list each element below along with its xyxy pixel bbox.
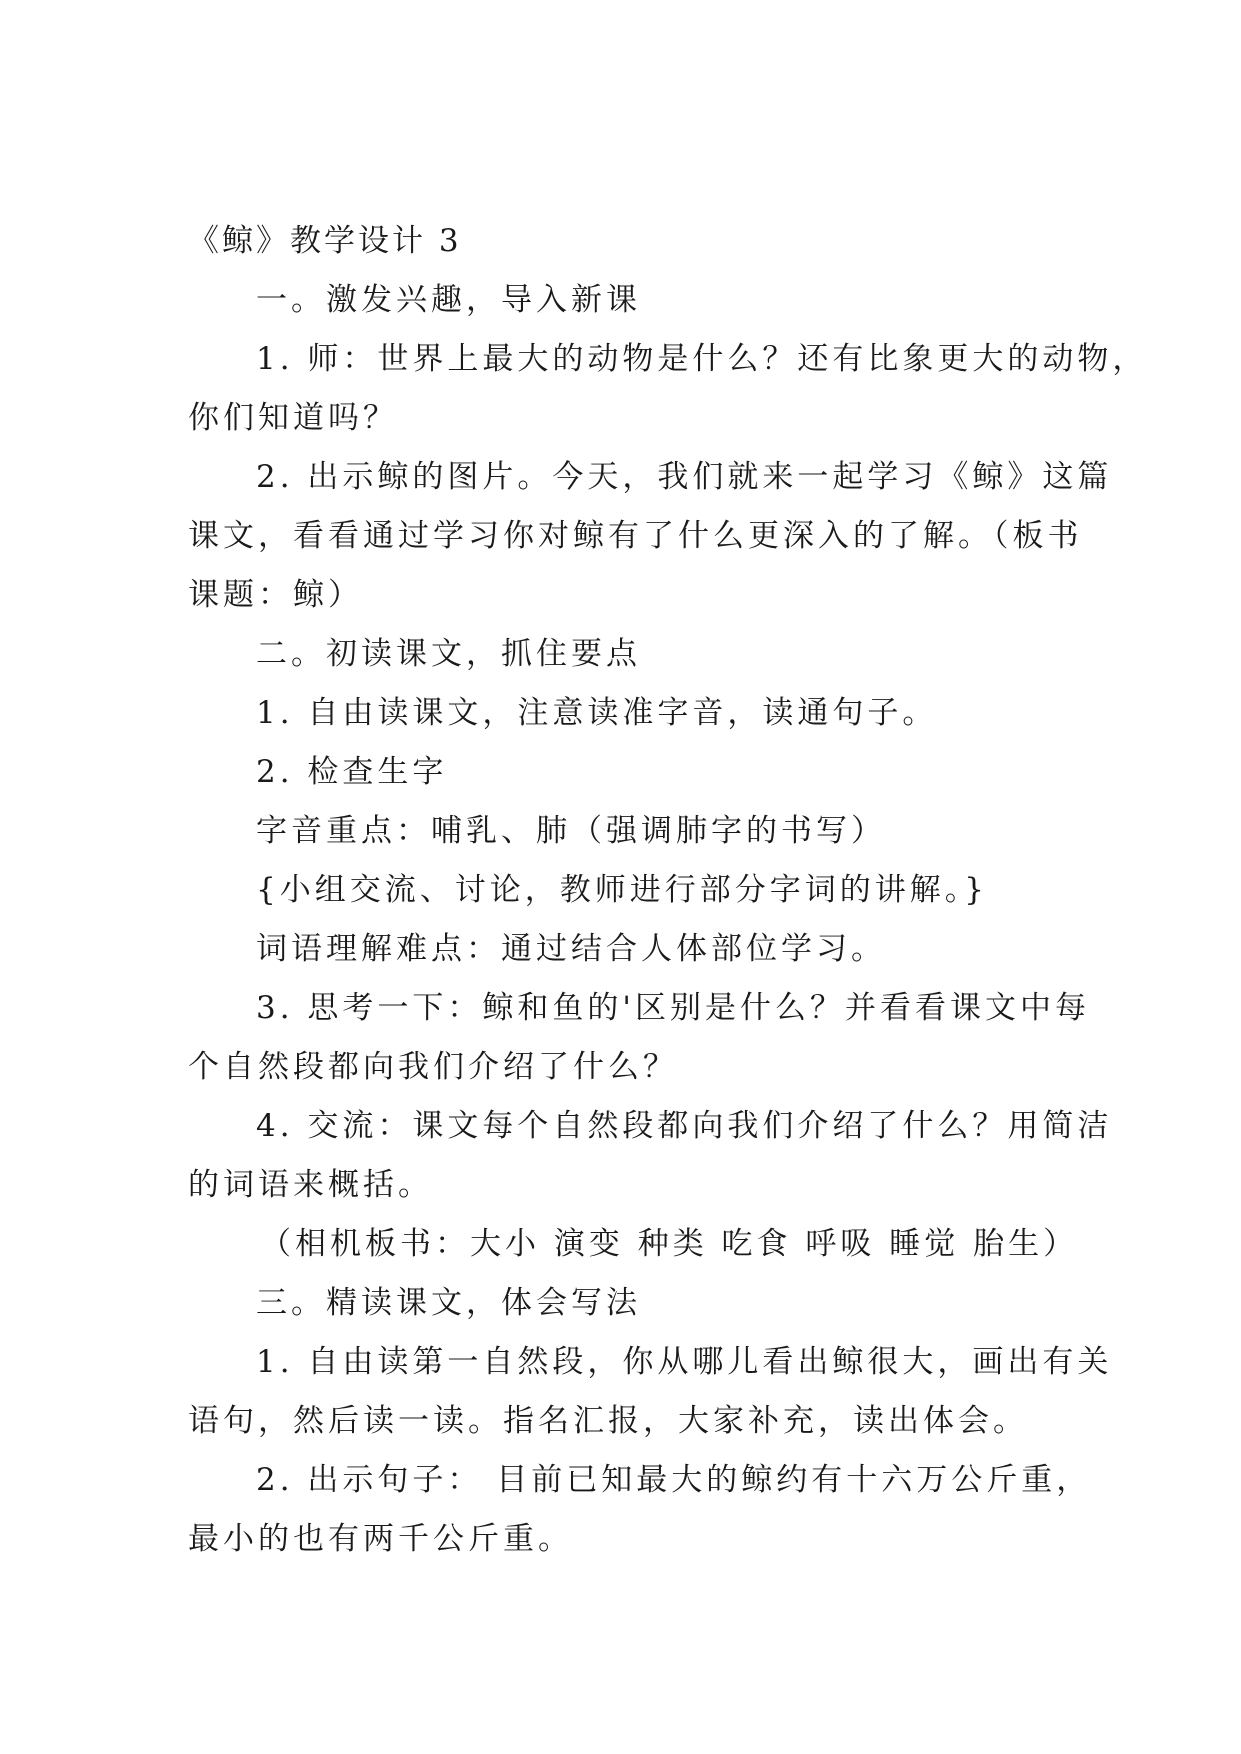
paragraph-line: 1. 自由读第一自然段，你从哪儿看出鲸很大，画出有关 [256, 1344, 1113, 1380]
paragraph-line: {小组交流、讨论，教师进行部分字词的讲解。} [256, 872, 988, 908]
paragraph-line: 最小的也有两千公斤重。 [188, 1521, 573, 1557]
document-page [188, 212, 1148, 1569]
board-notes-line: （相机板书：大小 演变 种类 吃食 呼吸 睡觉 胎生） [260, 1226, 1079, 1262]
paragraph-line: 2. 检查生字 [256, 754, 448, 790]
paragraph-line: 1. 自由读课文，注意读准字音，读通句子。 [256, 695, 938, 731]
paragraph-line: 词语理解难点：通过结合人体部位学习。 [256, 931, 886, 967]
paragraph-line: 3. 思考一下：鲸和鱼的'区别是什么？并看看课文中每 [256, 990, 1090, 1026]
document-title: 《鲸》教学设计 3 [188, 223, 462, 259]
paragraph-line: 1. 师：世界上最大的动物是什么？还有比象更大的动物， [256, 341, 1148, 377]
paragraph-line: 的词语来概括。 [188, 1167, 433, 1203]
section-heading-2: 二。初读课文，抓住要点 [256, 636, 641, 672]
paragraph-line: 课题：鲸） [188, 577, 363, 613]
paragraph-line: 你们知道吗？ [188, 400, 398, 436]
paragraph-line: 2. 出示句子： 目前已知最大的鲸约有十六万公斤重， [256, 1462, 1092, 1498]
section-heading-1: 一。激发兴趣，导入新课 [256, 282, 641, 318]
paragraph-line: 语句，然后读一读。指名汇报，大家补充，读出体会。 [188, 1403, 1028, 1439]
paragraph-line: 2. 出示鲸的图片。今天，我们就来一起学习《鲸》这篇 [256, 459, 1113, 495]
section-heading-3: 三。精读课文，体会写法 [256, 1285, 641, 1321]
paragraph-line: 课文，看看通过学习你对鲸有了什么更深入的了解。（板书 [188, 518, 1083, 554]
paragraph-line: 字音重点：哺乳、肺（强调肺字的书写） [256, 813, 886, 849]
paragraph-line: 个自然段都向我们介绍了什么？ [188, 1049, 678, 1085]
paragraph-line: 4. 交流：课文每个自然段都向我们介绍了什么？用简洁 [256, 1108, 1113, 1144]
